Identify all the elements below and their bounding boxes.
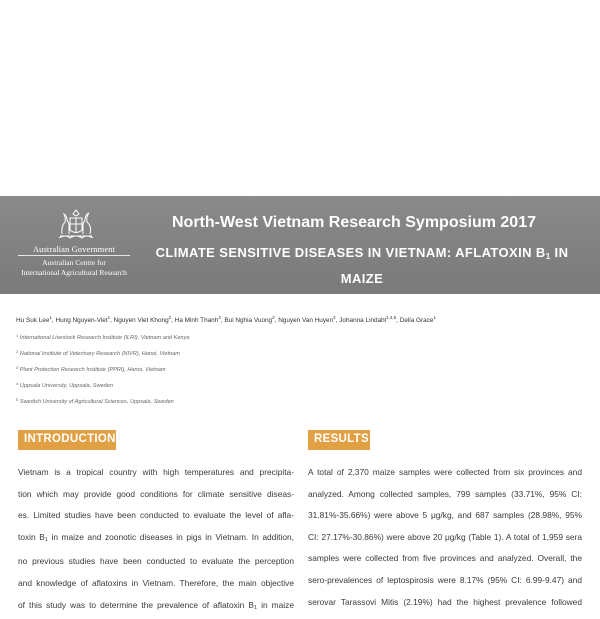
author-name: Delia Grace$^1$ — [399, 315, 436, 324]
text-line: serovar Tarassovi Mitis (2.19%) had the highest prevalence followed — [308, 596, 582, 607]
author-name: Ha Minh Thanh$^3$ — [174, 315, 221, 324]
symposium-title: North-West Vietnam Research Symposium 2017 — [172, 214, 536, 231]
results-heading: RESULTS — [308, 430, 370, 450]
author-list: Hu Suk Lee$^1$, Hung Nguyen-Viet$^1$, Nguyen Viet Khong$^2$, Ha Minh Thanh$^3$, Bui Nghia Vuong$^2$, Nguyen Van Huyen$^2$, Johanna Lindahl$^{1,4,5}$, Delia Grace$^1$ — [16, 315, 436, 324]
author-name: Hu Suk Lee$^1$ — [16, 315, 52, 324]
text-line: tion which may provide good conditions for climate sensitive diseas- — [18, 488, 294, 499]
text-line: sero-prevalences of leptospirosis were 8.17% (95% CI: 6.99-9.47) and — [308, 574, 582, 585]
introduction-heading: INTRODUCTION — [18, 430, 116, 450]
affiliation-item: $^2$ National Institute of Veterinary Research (NIVR), Hanoi, Vietnam — [16, 349, 180, 357]
poster-title-line2: AND ZOONOTIC DISEASES IN PIGS — [245, 293, 479, 308]
author-name: Johanna Lindahl$^{1,4,5}$ — [339, 315, 397, 324]
text-line: no previous studies have been conducted to evaluate the perception — [18, 556, 294, 567]
author-name: Nguyen Van Huyen$^2$ — [278, 315, 336, 324]
text-line: Vietnam is a tropical country with high temperatures and precipita- — [18, 467, 294, 477]
author-name: Bui Nghia Vuong$^2$ — [224, 315, 275, 324]
text-line: of this study was to determine the prevalence of aflatoxin $B_1$ in maize — [18, 599, 294, 611]
text-line: CI: 27.17%-30.86%) were above 20 μg/kg (Table 1). A total of 1,959 sera — [308, 531, 582, 542]
government-name: Australian Government — [32, 244, 116, 254]
coat-of-arms-icon — [56, 208, 96, 242]
text-line: es. Limited studies have been conducted to evaluate the level of afla- — [18, 510, 294, 521]
text-line: toxin $B_1$ in maize and zoonotic diseases in pigs in Vietnam. In addition, — [18, 531, 295, 543]
author-name: Nguyen Viet Khong$^2$ — [113, 315, 172, 324]
text-line: 31.81%-35.66%) were above 5 μg/kg, and 687 samples (28.98%, 95% — [308, 510, 582, 521]
poster-title-line1: CLIMATE SENSITIVE DISEASES IN VIETNAM: AFLATOXIN $B_1$ IN MAIZE — [155, 245, 569, 286]
affiliation-item: $^1$ International Livestock Research Institute (ILRI), Vietnam and Kenya — [16, 333, 190, 341]
text-line: A total of 2,370 maize samples were collected from six provinces and — [308, 467, 582, 477]
introduction-text — [18, 462, 294, 619]
centre-name-line2: International Agricultural Research — [21, 268, 127, 277]
text-line: analyzed. Among collected samples, 799 samples (33.71%, 95% CI: — [308, 488, 582, 499]
logo-divider — [18, 255, 130, 256]
affiliation-item: $^4$ Uppsala University, Uppsala, Sweden — [16, 381, 113, 389]
text-line: and knowledge of aflatoxins in Vietnam. Therefore, the main objective — [18, 577, 294, 588]
affiliation-item: $^5$ Swedish University of Agricultural Sciences, Uppsala, Sweden — [16, 397, 174, 405]
poster-title — [134, 242, 590, 312]
centre-name-line1: Australian Centre for — [42, 258, 106, 267]
affiliation-item: $^3$ Plant Protection Research Institute (PPRI), Hanoi, Vietnam — [16, 365, 166, 373]
author-name: Hung Nguyen-Viet$^1$ — [55, 315, 111, 324]
header-banner — [0, 196, 600, 308]
affiliation-list — [16, 333, 416, 413]
text-line: samples were collected from five provinces and analyzed. Overall, the — [308, 553, 582, 564]
results-text — [308, 462, 582, 613]
australian-government-logo — [12, 208, 132, 284]
